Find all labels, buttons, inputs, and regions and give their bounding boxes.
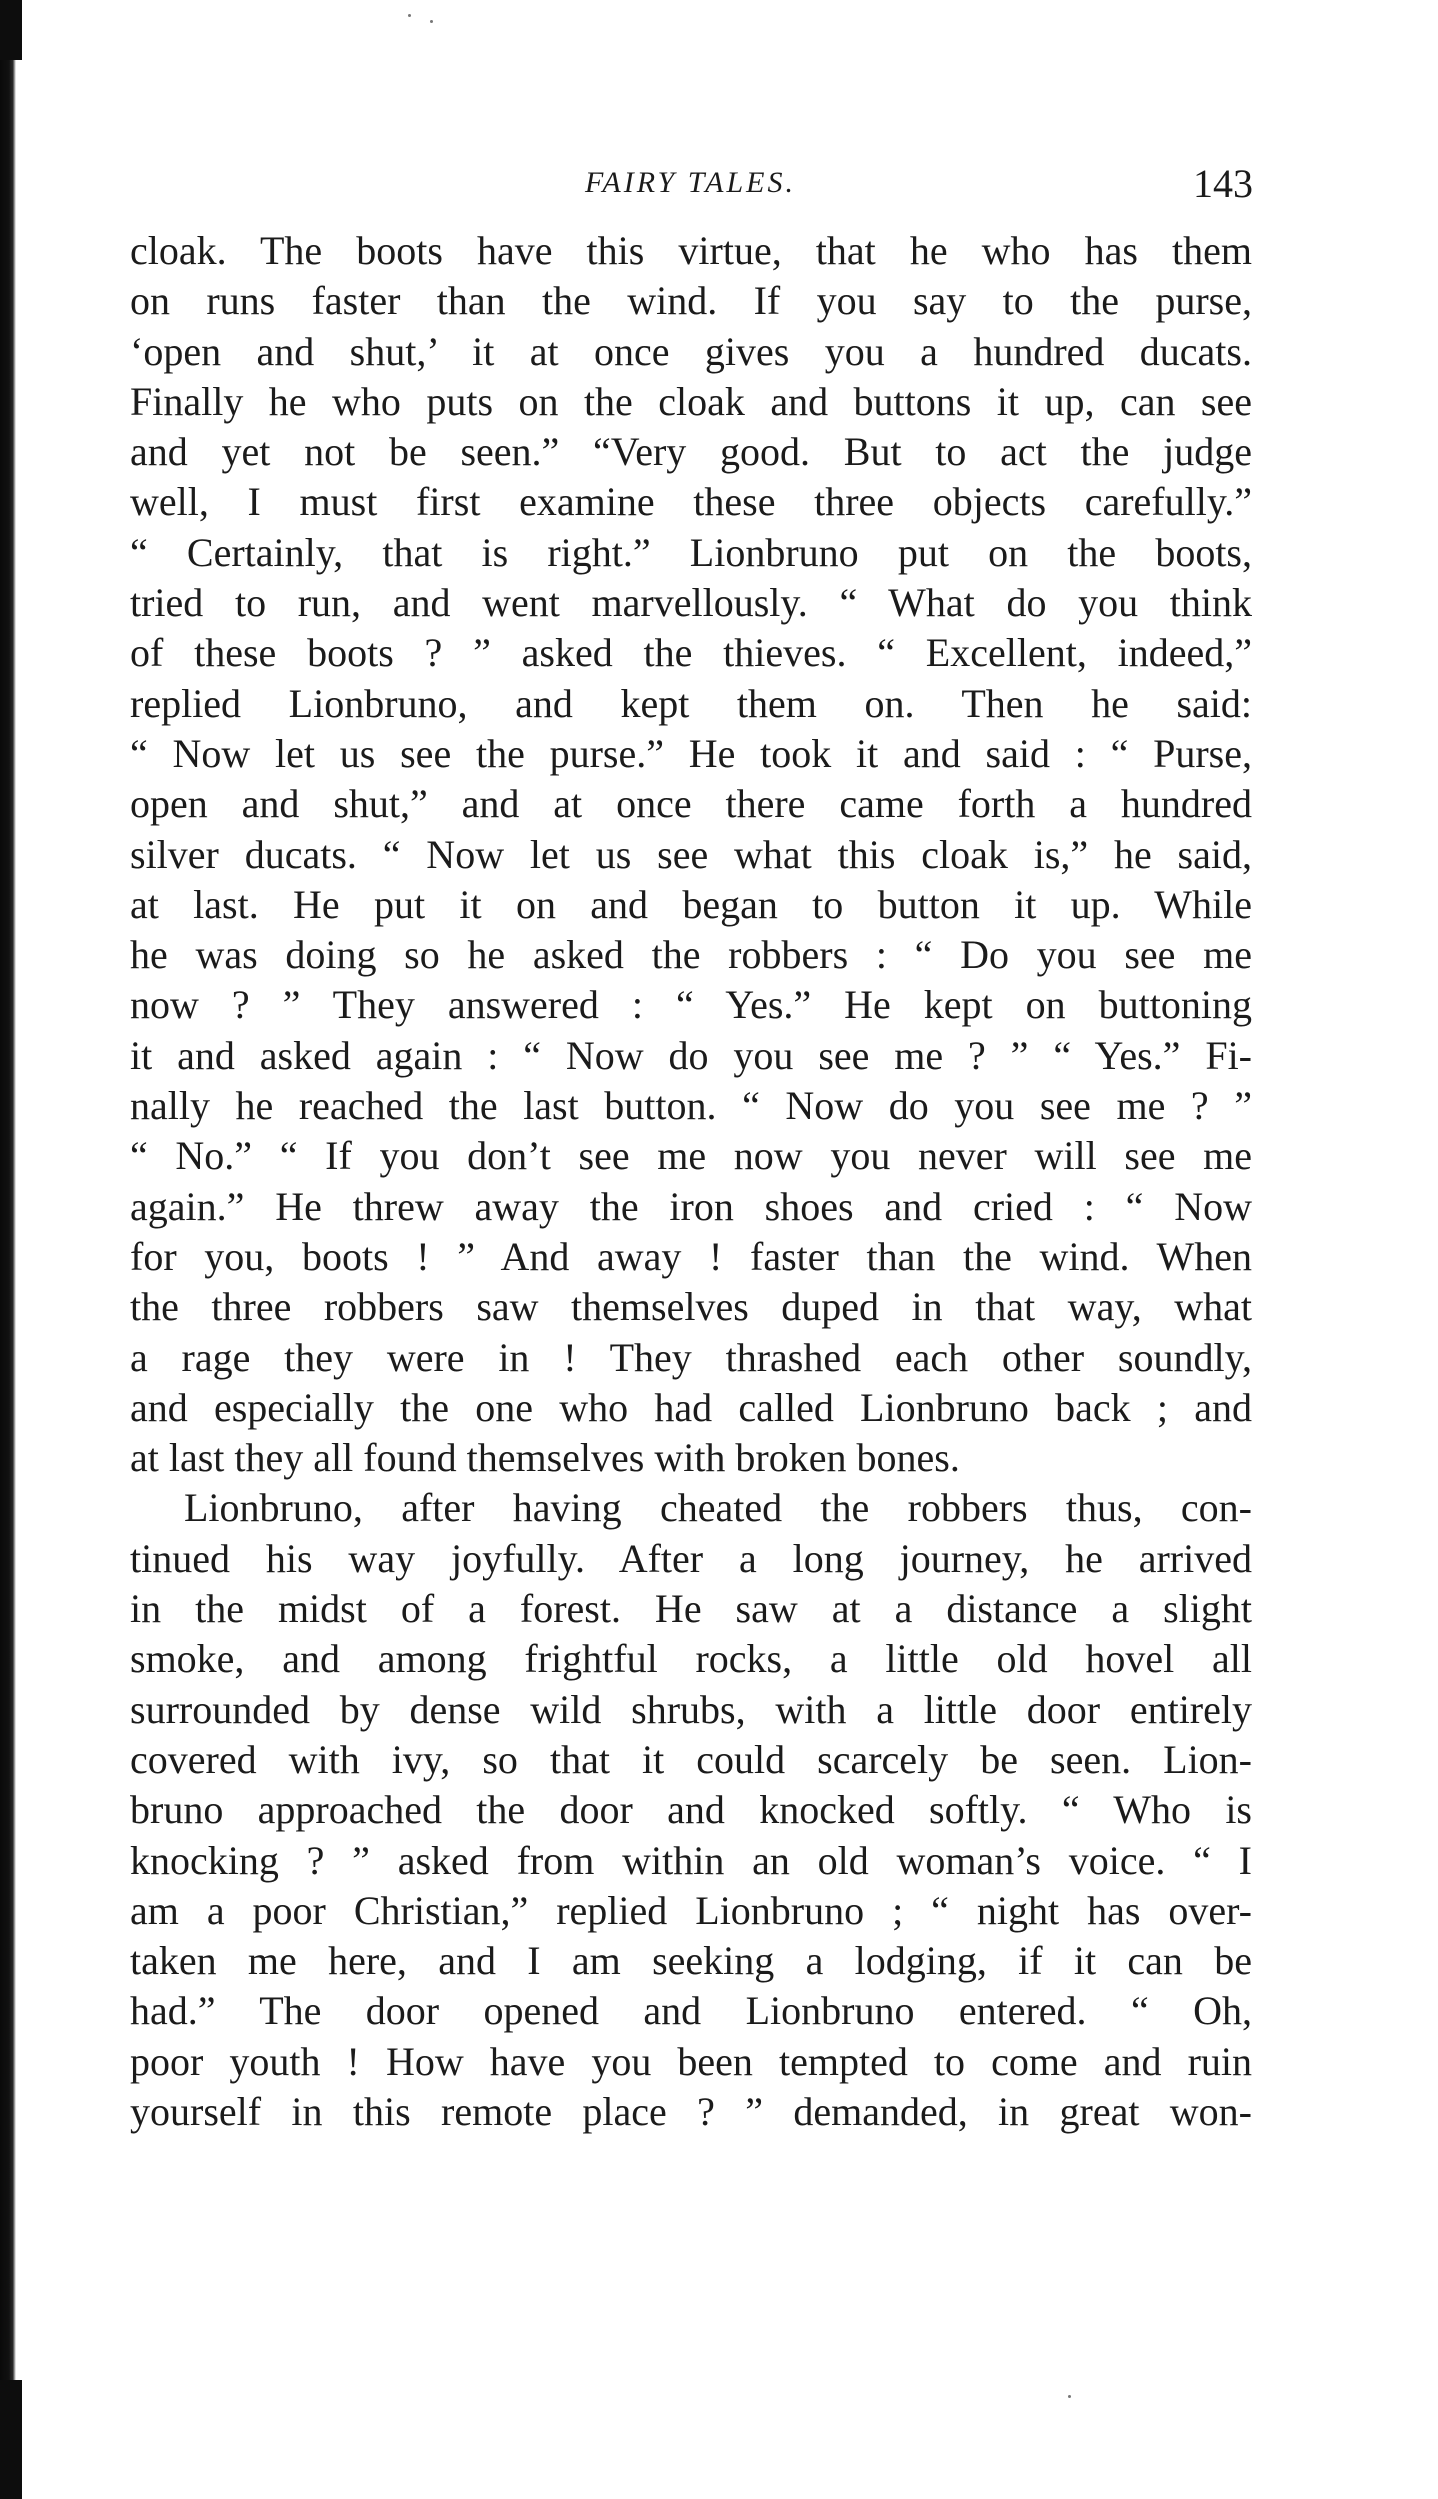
text-line: silver ducats. “ Now let us see what this cloak is,” he said, [130, 831, 1252, 877]
text-line: well, I must first examine these three objects carefully.” [130, 479, 1252, 525]
text-line: now ? ” They answered : “ Yes.” He kept on buttoning [130, 982, 1252, 1028]
text-line: replied Lionbruno, and kept them on. Then he said: [130, 680, 1252, 726]
text-line: “ Certainly, that is right.” Lionbruno put on the boots, [130, 529, 1252, 575]
spine-notch [0, 0, 22, 60]
text-line: and especially the one who had called Lionbruno back ; and [130, 1384, 1252, 1430]
text-line: Finally he who puts on the cloak and buttons it up, can see [130, 378, 1252, 424]
paper-speck [1068, 2395, 1071, 2398]
text-line: nally he reached the last button. “ Now do you see me ? ” [130, 1083, 1252, 1129]
text-line: the three robbers saw themselves duped in that way, what [130, 1284, 1252, 1330]
running-head: FAIRY TALES. [584, 166, 797, 199]
text-line: “ Now let us see the purse.” He took it and said : “ Purse, [130, 730, 1252, 776]
text-line: “ No.” “ If you don’t see me now you never will see me [130, 1133, 1252, 1179]
text-line: at last they all found themselves with broken bones. [130, 1435, 960, 1481]
paper-speck [430, 20, 433, 23]
text-line: at last. He put it on and began to button it up. While [130, 881, 1252, 927]
text-line: it and asked again : “ Now do you see me ? ” “ Yes.” Fi- [130, 1032, 1252, 1078]
text-line: knocking ? ” asked from within an old woman’s voice. “ I [130, 1837, 1252, 1883]
text-line: a rage they were in ! They thrashed each other soundly, [130, 1334, 1252, 1380]
body-text [130, 226, 1252, 2137]
text-line: again.” He threw away the iron shoes and cried : “ Now [130, 1183, 1252, 1229]
text-line: am a poor Christian,” replied Lionbruno ; “ night has over- [130, 1887, 1252, 1933]
text-line: on runs faster than the wind. If you say to the purse, [130, 278, 1252, 324]
text-line: Lionbruno, after having cheated the robbers thus, con- [184, 1485, 1252, 1531]
text-line: surrounded by dense wild shrubs, with a little door entirely [130, 1686, 1252, 1732]
text-line: open and shut,” and at once there came forth a hundred [130, 781, 1252, 827]
text-line: for you, boots ! ” And away ! faster than the wind. When [130, 1233, 1252, 1279]
text-line: smoke, and among frightful rocks, a little old hovel all [130, 1636, 1252, 1682]
text-line: bruno approached the door and knocked softly. “ Who is [130, 1787, 1252, 1833]
text-line: tried to run, and went marvellously. “ What do you think [130, 580, 1252, 626]
text-line: of these boots ? ” asked the thieves. “ Excellent, indeed,” [130, 630, 1252, 676]
page-header [128, 160, 1253, 220]
text-line: covered with ivy, so that it could scarcely be seen. Lion- [130, 1736, 1252, 1782]
text-line: yourself in this remote place ? ” demanded, in great won- [130, 2088, 1252, 2134]
text-line: in the midst of a forest. He saw at a distance a slight [130, 1586, 1252, 1632]
text-line: cloak. The boots have this virtue, that he who has them [130, 228, 1252, 273]
text-line: poor youth ! How have you been tempted to come and ruin [130, 2038, 1252, 2084]
paper-speck [408, 14, 411, 17]
text-line: ‘open and shut,’ it at once gives you a hundred ducats. [130, 328, 1252, 374]
text-line: had.” The door opened and Lionbruno entered. “ Oh, [130, 1988, 1252, 2034]
book-spine-shadow [0, 0, 16, 2499]
page-number: 143 [1193, 161, 1253, 206]
text-line: taken me here, and I am seeking a lodging, if it can be [130, 1938, 1252, 1984]
text-line: he was doing so he asked the robbers : “ Do you see me [130, 932, 1252, 978]
text-line: tinued his way joyfully. After a long journey, he arrived [130, 1535, 1252, 1581]
text-line: and yet not be seen.” “Very good. But to act the judge [130, 429, 1252, 475]
spine-notch [0, 2380, 22, 2499]
